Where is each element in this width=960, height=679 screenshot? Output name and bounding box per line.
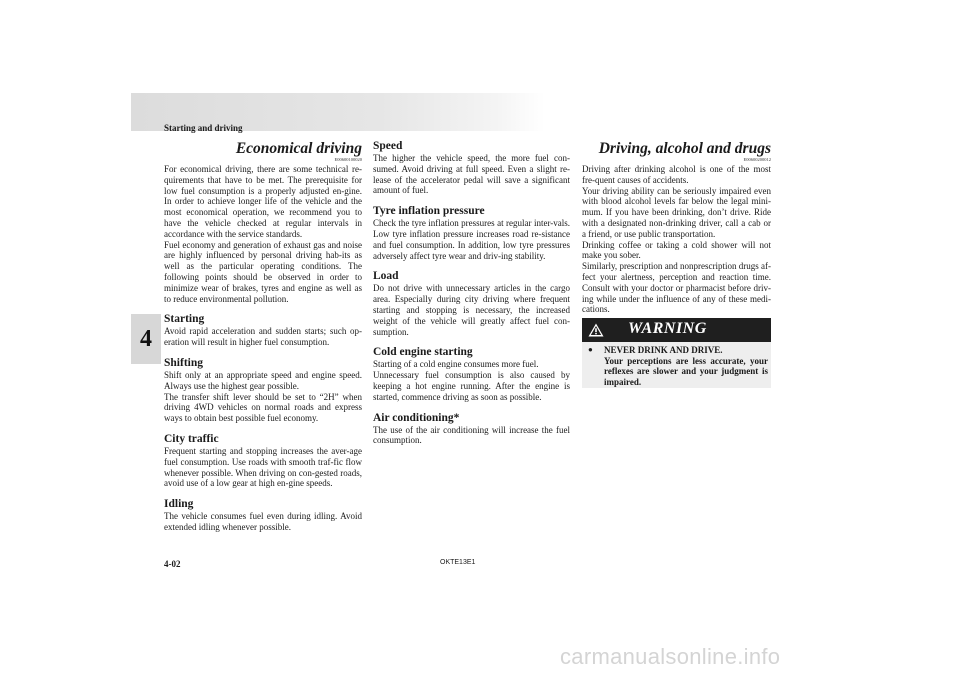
idling-text: The vehicle consumes fuel even during idling. Avoid extended idling whenever possible.: [164, 511, 362, 532]
alcohol-paragraph: Driving after drinking alcohol is one of the most fre-quent causes of accidents.: [582, 164, 771, 185]
shifting-text: Shift only at an appropriate speed and engine speed. Always use the highest gear possible.: [164, 369, 362, 391]
bullet-icon: ●: [588, 345, 593, 354]
load-text: Do not drive with unnecessary articles in the cargo area. Especially during city driving where frequent starting and stopping is necessary, the increased weight of the vehicle will greatly affect fuel con-sumption.: [373, 283, 570, 337]
page-number: 4-02: [164, 559, 181, 569]
tyre-pressure-heading: Tyre inflation pressure: [373, 205, 485, 218]
tyre-pressure-text: Check the tyre inflation pressures at regular inter-vals. Low tyre inflation pressure increases road re-sistance and fuel consumption. In addition, low tyre pressures adversely affect tyre wear and driv-ing stability.: [373, 218, 570, 261]
city-traffic-heading: City traffic: [164, 432, 219, 445]
driving-alcohol-drugs-title: Driving, alcohol and drugs: [598, 140, 771, 157]
right-column: [582, 140, 771, 315]
warning-triangle-icon: [588, 323, 604, 337]
speed-heading: Speed: [373, 140, 403, 152]
warning-header: [582, 318, 771, 342]
chapter-number: 4: [140, 325, 152, 352]
intro-paragraph: Fuel economy and generation of exhaust gas and noise are highly influenced by personal driving hab-its as well as the particular operating conditions. The following points should be observed in order to minimize wear of brakes, tyres and engine as well as to reduce environmental pollution.: [164, 239, 362, 304]
load-heading: Load: [373, 270, 399, 283]
left-column: [164, 140, 362, 533]
warning-title: WARNING: [628, 320, 707, 337]
alcohol-paragraph: Your driving ability can be seriously impaired even with blood alcohol levels far below the legal mini-mum. If you have been drinking, don’t drive. Ride with a designated non-drinking driver, call a cab or a friend, or use public transportation.: [582, 185, 771, 239]
city-traffic-text: Frequent starting and stopping increases the aver-age fuel consumption. Use roads with smooth traf-fic flow whenever possible. When driving on con-gested roads, avoid use of a low gear at high en-gine speeds.: [164, 445, 362, 489]
speed-text: The higher the vehicle speed, the more fuel con-sumed. Avoid driving at full speed. Even a slight re-lease of the accelerator pedal will save a significant amount of fuel.: [373, 153, 570, 196]
economical-driving-title: Economical driving: [235, 140, 362, 157]
alcohol-paragraph: Drinking coffee or taking a cold shower will not make you sober.: [582, 239, 771, 261]
section-code: E00600100020: [334, 157, 362, 162]
shifting-text: The transfer shift lever should be set to “2H” when driving 4WD vehicles on normal roads and express ways to obtain best possible fuel economy.: [164, 391, 362, 424]
intro-paragraph: For economical driving, there are some technical re-quirements that have to be met. The prerequisite for low fuel consumption is a properly adjusted en-gine. In order to achieve longer life of the vehicle and the most economical operation, we recommend you to have the vehicle checked at regular intervals in accordance with the service standards.: [164, 164, 362, 239]
air-conditioning-heading: Air conditioning*: [373, 411, 460, 424]
warning-line: NEVER DRINK AND DRIVE.: [604, 345, 723, 355]
section-code: E00600200012: [743, 157, 771, 162]
warning-box: [582, 318, 771, 388]
middle-column: [373, 140, 570, 446]
starting-heading: Starting: [164, 313, 205, 326]
warning-item: [588, 345, 768, 387]
cold-engine-text: Unnecessary fuel consumption is also caused by keeping a hot engine running. After the engine is started, commence driving as soon as possible.: [373, 370, 570, 402]
warning-text: [604, 345, 768, 387]
section-title: Starting and driving: [164, 123, 243, 133]
chapter-tab: [131, 314, 161, 364]
cold-engine-heading: Cold engine starting: [373, 346, 473, 359]
drugs-paragraph: Similarly, prescription and nonprescription drugs af-fect your alertness, perception and reaction time. Consult with your doctor or pharmacist before driv-ing while under the influence of any of these medi-cations.: [582, 261, 771, 315]
air-conditioning-text: The use of the air conditioning will increase the fuel consumption.: [373, 424, 570, 446]
watermark: carmanualsonline.info: [560, 644, 781, 669]
warning-line: Your perceptions are less accurate, your reflexes are slower and your judgment is impaired.: [604, 355, 768, 387]
starting-text: Avoid rapid acceleration and sudden starts; such op-eration will result in higher fuel consumption.: [164, 326, 362, 348]
cold-engine-text: Starting of a cold engine consumes more fuel.: [373, 359, 539, 370]
document-code: OKTE13E1: [440, 559, 476, 566]
shifting-heading: Shifting: [164, 356, 203, 369]
idling-heading: Idling: [164, 498, 194, 511]
